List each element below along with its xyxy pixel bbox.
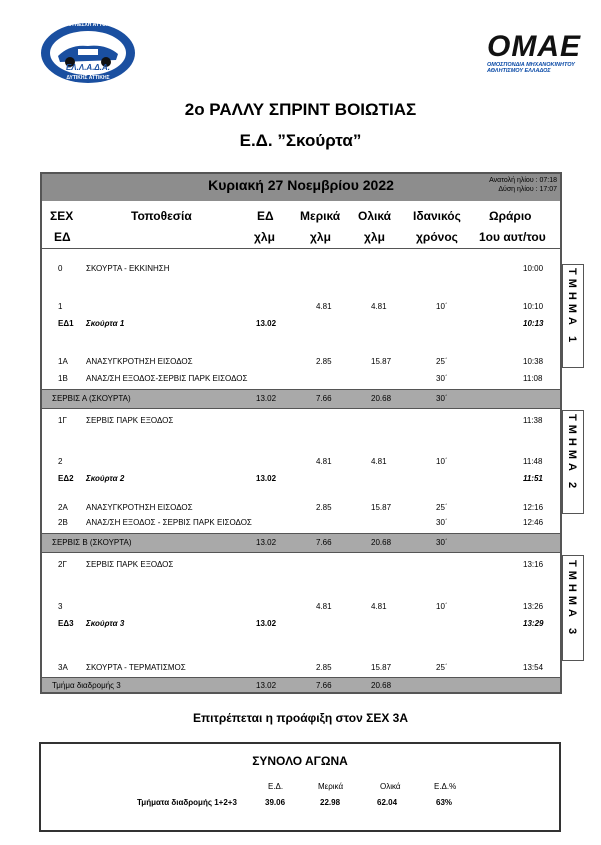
row-location: ΣΕΡΒΙΣ Β (ΣΚΟΥΡΤΑ)	[52, 538, 132, 547]
header-ideal-2: χρόνος	[416, 230, 458, 244]
row-ideal: 10΄	[436, 302, 448, 311]
row-time: 10:38	[523, 357, 544, 366]
row-total: 20.68	[371, 394, 392, 403]
row-code: 2Α	[58, 503, 68, 512]
row-time: 11:08	[523, 374, 543, 383]
row-time: 13:16	[523, 560, 544, 569]
row-location: ΑΝΑΣ/ΣΗ ΕΞΟΔΟΣ - ΣΕΡΒΙΣ ΠΑΡΚ ΕΙΣΟΔΟΣ	[86, 518, 252, 527]
row-ideal: 30΄	[436, 518, 448, 527]
row-partial: 2.85	[316, 357, 332, 366]
row-ideal: 30΄	[436, 394, 448, 403]
header-total-1: Ολικά	[358, 209, 392, 223]
row-ideal: 30΄	[436, 538, 448, 547]
row-total: 4.81	[371, 302, 387, 311]
row-ideal: 25΄	[436, 663, 448, 672]
row-ed: 13.02	[256, 474, 277, 483]
row-ed: 13.02	[256, 681, 277, 690]
header-schedule-1: Ωράριο	[489, 209, 532, 223]
summary-title: ΣΥΝΟΛΟ ΑΓΩΝΑ	[252, 754, 348, 768]
row-partial: 4.81	[316, 302, 332, 311]
row-location: ΑΝΑΣΥΓΚΡΟΤΗΣΗ ΕΙΣΟΔΟΣ	[86, 357, 193, 366]
row-code: 2	[58, 457, 63, 466]
logo-text-mid: ΕΛ.Λ.Α.Δ.Α.	[65, 63, 111, 72]
schedule-table	[40, 172, 562, 694]
row-total: 15.87	[371, 357, 392, 366]
omae-logo-sub2: ΑΘΛΗΤΙΣΜΟΥ ΕΛΛΑΔΟΣ	[487, 68, 551, 74]
header-partial-2: χλμ	[310, 230, 331, 244]
summary-partial-value: 22.98	[320, 798, 341, 807]
row-code: ΕΔ3	[58, 619, 74, 628]
row-time: 12:16	[523, 503, 544, 512]
row-location: Σκούρτα 3	[86, 619, 125, 628]
row-code: 1	[58, 302, 63, 311]
row-ideal: 25΄	[436, 503, 448, 512]
row-ideal: 10΄	[436, 602, 448, 611]
header-location: Τοποθεσία	[131, 209, 192, 223]
header-schedule-2: 1ου αυτ/του	[479, 230, 546, 244]
row-partial: 7.66	[316, 538, 332, 547]
summary-total-value: 62.04	[377, 798, 398, 807]
row-total: 4.81	[371, 457, 387, 466]
divider	[42, 389, 560, 390]
row-partial: 2.85	[316, 503, 332, 512]
row-ideal: 10΄	[436, 457, 448, 466]
row-code: 0	[58, 264, 63, 273]
row-location: ΣΕΡΒΙΣ Α (ΣΚΟΥΡΤΑ)	[52, 394, 131, 403]
row-time: 13:29	[523, 619, 544, 628]
row-location: ΣΕΡΒΙΣ ΠΑΡΚ ΕΞΟΔΟΣ	[86, 560, 174, 569]
row-code: 1Γ	[58, 416, 67, 425]
row-location: Σκούρτα 1	[86, 319, 125, 328]
summary-ed-pct-value: 63%	[436, 798, 453, 807]
divider	[42, 677, 560, 678]
row-partial: 7.66	[316, 394, 332, 403]
row-time: 10:00	[523, 264, 544, 273]
row-code: 3	[58, 602, 63, 611]
row-time: 10:13	[523, 319, 544, 328]
row-ed: 13.02	[256, 319, 277, 328]
row-time: 11:38	[523, 416, 543, 425]
row-code: 1Β	[58, 374, 68, 383]
row-ed: 13.02	[256, 619, 277, 628]
logo-text-bottom: ΔΥΤΙΚΗΣ ΑΤΤΙΚΗΣ	[66, 75, 110, 81]
segment-1-label: ΤΜΗΜΑ 1	[566, 268, 578, 347]
page-title: 2ο ΡΑΛΛΥ ΣΠΡΙΝΤ ΒΟΙΩΤΙΑΣ	[184, 100, 417, 119]
row-partial: 7.66	[316, 681, 332, 690]
header-divider	[42, 248, 560, 249]
row-ed: 13.02	[256, 394, 277, 403]
summary-header-ed: Ε.Δ.	[268, 782, 284, 791]
row-location: ΑΝΑΣΥΓΚΡΟΤΗΣΗ ΕΙΣΟΔΟΣ	[86, 503, 193, 512]
row-time: 13:54	[523, 663, 544, 672]
row-time: 11:51	[523, 474, 543, 483]
header-ed-km-1: ΕΔ	[257, 209, 274, 223]
row-partial: 2.85	[316, 663, 332, 672]
summary-header-total: Ολικά	[380, 782, 401, 791]
row-total: 20.68	[371, 681, 392, 690]
row-code: 1Α	[58, 357, 68, 366]
header-sex: ΣΕΧ	[50, 209, 74, 223]
divider	[42, 552, 560, 553]
row-partial: 4.81	[316, 457, 332, 466]
summary-label: Τμήματα διαδρομής 1+2+3	[137, 798, 237, 807]
row-time: 11:48	[523, 457, 543, 466]
event-date: Κυριακή 27 Νοεμβρίου 2022	[208, 177, 394, 193]
row-total: 4.81	[371, 602, 387, 611]
row-total: 15.87	[371, 663, 392, 672]
omae-logo-name: ΟΜΑΕ	[487, 30, 581, 63]
page-subtitle: Ε.Δ. ”Σκούρτα”	[239, 131, 362, 150]
header-ideal-1: Ιδανικός	[413, 209, 461, 223]
ellada-logo	[40, 22, 136, 84]
row-ideal: 30΄	[436, 374, 448, 383]
row-location: Τμήμα διαδρομής 3	[52, 681, 121, 690]
row-ed: 13.02	[256, 538, 277, 547]
row-total: 15.87	[371, 503, 392, 512]
omae-logo-sub1: ΟΜΟΣΠΟΝΔΙΑ ΜΗΧΑΝΟΚΙΝΗΤΟΥ	[487, 62, 575, 68]
row-code: 2Β	[58, 518, 68, 527]
sunset-text: Δύση ηλίου : 17:07	[498, 186, 557, 193]
early-arrival-notice: Επιτρέπεται η προάφιξη στον ΣΕΧ 3Α	[192, 711, 409, 725]
row-code: ΕΔ2	[58, 474, 74, 483]
row-code: 3Α	[58, 663, 68, 672]
logo-text-top: ΕΛΛΗΝΙΚΗ ΛΕΣΧΗ ΑΥΤΟΚΙΝΗΤΟΥ	[47, 22, 129, 28]
row-total: 20.68	[371, 538, 392, 547]
row-location: ΣΚΟΥΡΤΑ - ΕΚΚΙΝΗΣΗ	[86, 264, 170, 273]
header-total-2: χλμ	[364, 230, 385, 244]
summary-ed-value: 39.06	[265, 798, 286, 807]
row-location: ΣΕΡΒΙΣ ΠΑΡΚ ΕΞΟΔΟΣ	[86, 416, 174, 425]
row-location: Σκούρτα 2	[86, 474, 125, 483]
row-partial: 4.81	[316, 602, 332, 611]
header-ed-km-2: χλμ	[254, 230, 275, 244]
row-time: 12:46	[523, 518, 544, 527]
row-time: 13:26	[523, 602, 544, 611]
segment-2-label: ΤΜΗΜΑ 2	[566, 414, 578, 493]
header-ed: ΕΔ	[54, 230, 71, 244]
divider	[42, 533, 560, 534]
row-time: 10:10	[523, 302, 544, 311]
segment-3-label: ΤΜΗΜΑ 3	[566, 560, 578, 639]
row-location: ΣΚΟΥΡΤΑ - ΤΕΡΜΑΤΙΣΜΟΣ	[86, 663, 186, 672]
row-code: 2Γ	[58, 560, 67, 569]
summary-header-ed-pct: Ε.Δ.%	[434, 782, 457, 791]
sunrise-text: Ανατολή ηλίου : 07:18	[489, 177, 557, 184]
omae-logo	[487, 32, 583, 78]
row-code: ΕΔ1	[58, 319, 74, 328]
divider	[42, 408, 560, 409]
header-partial-1: Μερικά	[300, 209, 341, 223]
row-location: ΑΝΑΣ/ΣΗ ΕΞΟΔΟΣ-ΣΕΡΒΙΣ ΠΑΡΚ ΕΙΣΟΔΟΣ	[86, 374, 248, 383]
summary-header-partial: Μερικά	[318, 782, 344, 791]
row-ideal: 25΄	[436, 357, 448, 366]
